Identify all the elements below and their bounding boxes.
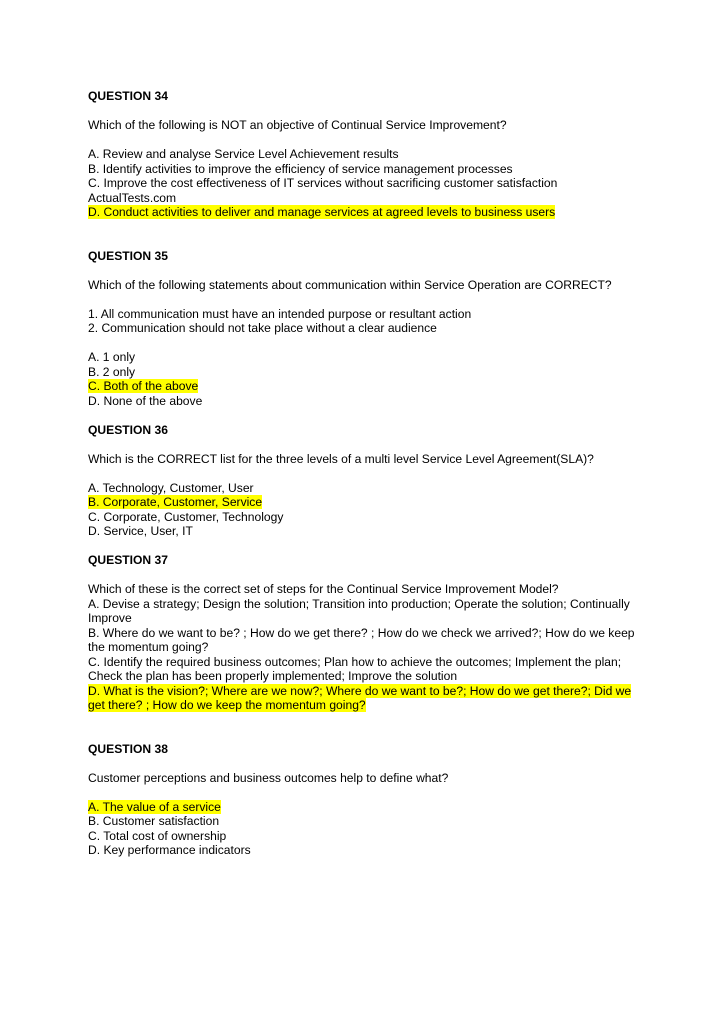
option-a: A. Review and analyse Service Level Achievement results xyxy=(88,147,399,161)
question-prompt: Customer perceptions and business outcomes help to define what? xyxy=(88,770,449,785)
option-a-highlighted: A. The value of a service xyxy=(88,799,221,814)
option-d: D. None of the above xyxy=(88,393,203,408)
question-prompt: Which of the following statements about communication within Service Operation are CORRECT? xyxy=(88,277,612,292)
option-b: B. 2 only xyxy=(88,364,136,379)
option-c: C. Identify the required business outcomes; Plan how to achieve the outcomes; Implement the plan; Check the plan has been properly implemented; Improve the solution xyxy=(88,654,622,683)
option-d-highlighted: D. What is the vision?; Where are we now?; Where do we want to be?; How do we get there?; Did we get there? ; How do we keep the momentum going? xyxy=(88,683,632,712)
question-37 xyxy=(88,553,648,713)
question-prompt: Which of these is the correct set of steps for the Continual Service Improvement Model? xyxy=(88,582,559,596)
statement-1: 1. All communication must have an intended purpose or resultant action xyxy=(88,306,472,321)
document-page xyxy=(88,89,648,858)
option-d: D. Key performance indicators xyxy=(88,843,251,857)
question-34 xyxy=(88,89,648,220)
option-c: C. Corporate, Customer, Technology xyxy=(88,509,284,524)
option-c-highlighted: C. Both of the above xyxy=(88,379,199,393)
option-d-highlighted: D. Conduct activities to deliver and manage services at agreed levels to business users xyxy=(88,205,556,219)
option-d: D. Service, User, IT xyxy=(88,524,193,538)
question-title: QUESTION 38 xyxy=(88,741,168,756)
option-a: A. Technology, Customer, User xyxy=(88,480,254,495)
question-35 xyxy=(88,249,648,409)
question-title: QUESTION 36 xyxy=(88,422,168,437)
option-b-highlighted: B. Corporate, Customer, Service xyxy=(88,495,263,509)
question-title: QUESTION 37 xyxy=(88,553,168,567)
question-prompt: Which of the following is NOT an objective of Continual Service Improvement? xyxy=(88,118,507,132)
option-a: A. 1 only xyxy=(88,350,136,364)
question-36 xyxy=(88,423,648,539)
watermark-text: ActualTests.com xyxy=(88,190,177,205)
question-title: QUESTION 35 xyxy=(88,248,168,263)
option-b: B. Identify activities to improve the efficiency of service management processes xyxy=(88,161,513,176)
question-38 xyxy=(88,742,648,858)
question-prompt: Which is the CORRECT list for the three levels of a multi level Service Level Agreement(SLA)? xyxy=(88,451,594,466)
option-c: C. Improve the cost effectiveness of IT services without sacrificing customer satisfaction xyxy=(88,176,558,190)
option-c: C. Total cost of ownership xyxy=(88,828,227,843)
option-b: B. Where do we want to be? ; How do we get there? ; How do we check we arrived?; How do we keep the momentum going? xyxy=(88,625,635,654)
option-a: A. Devise a strategy; Design the solution; Transition into production; Operate the solution; Continually Improve xyxy=(88,596,630,625)
statement-2: 2. Communication should not take place without a clear audience xyxy=(88,321,437,335)
question-title: QUESTION 34 xyxy=(88,89,168,103)
option-b: B. Customer satisfaction xyxy=(88,814,220,828)
